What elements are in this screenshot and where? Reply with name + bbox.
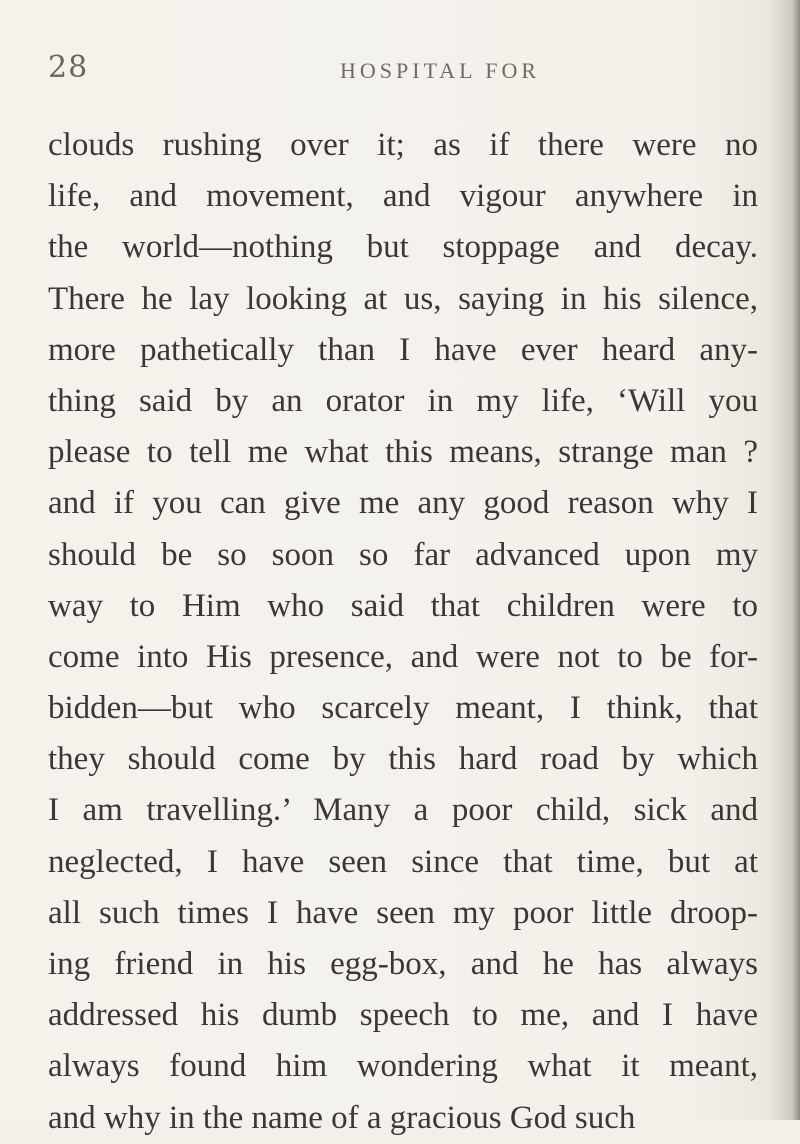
- body-text: [48, 120, 758, 1144]
- text-line: I am travelling.’ Many a poor child, sick and: [48, 792, 758, 829]
- text-line: all such times I have seen my poor little droop-: [48, 894, 758, 931]
- page-number: 28: [48, 50, 89, 85]
- text-line: more pathetically than I have ever heard any-: [48, 331, 758, 368]
- text-line: addressed his dumb speech to me, and I have: [48, 997, 758, 1034]
- text-line: come into His presence, and were not to be for-: [48, 638, 758, 675]
- running-title: HOSPITAL FOR: [340, 58, 541, 83]
- text-line: they should come by this hard road by which: [48, 741, 758, 778]
- text-line: There he lay looking at us, saying in his silence,: [48, 280, 758, 317]
- text-line: always found him wondering what it meant,: [48, 1048, 758, 1085]
- text-line: please to tell me what this means, strange man ?: [48, 434, 758, 471]
- text-line: way to Him who said that children were to: [48, 587, 758, 624]
- text-line: and if you can give me any good reason why I: [48, 485, 758, 522]
- running-head: [0, 50, 800, 90]
- text-line: bidden—but who scarcely meant, I think, that: [48, 690, 758, 727]
- text-line: should be so soon so far advanced upon my: [48, 536, 758, 573]
- text-line: life, and movement, and vigour anywhere in: [48, 178, 758, 215]
- text-line: and why in the name of a gracious God such: [48, 1099, 636, 1136]
- text-line: thing said by an orator in my life, ‘Will you: [48, 382, 758, 419]
- text-line: the world—nothing but stoppage and decay.: [48, 229, 758, 266]
- text-line: neglected, I have seen since that time, but at: [48, 843, 758, 880]
- text-line: clouds rushing over it; as if there were no: [48, 127, 758, 163]
- text-line: ing friend in his egg-box, and he has always: [48, 946, 758, 982]
